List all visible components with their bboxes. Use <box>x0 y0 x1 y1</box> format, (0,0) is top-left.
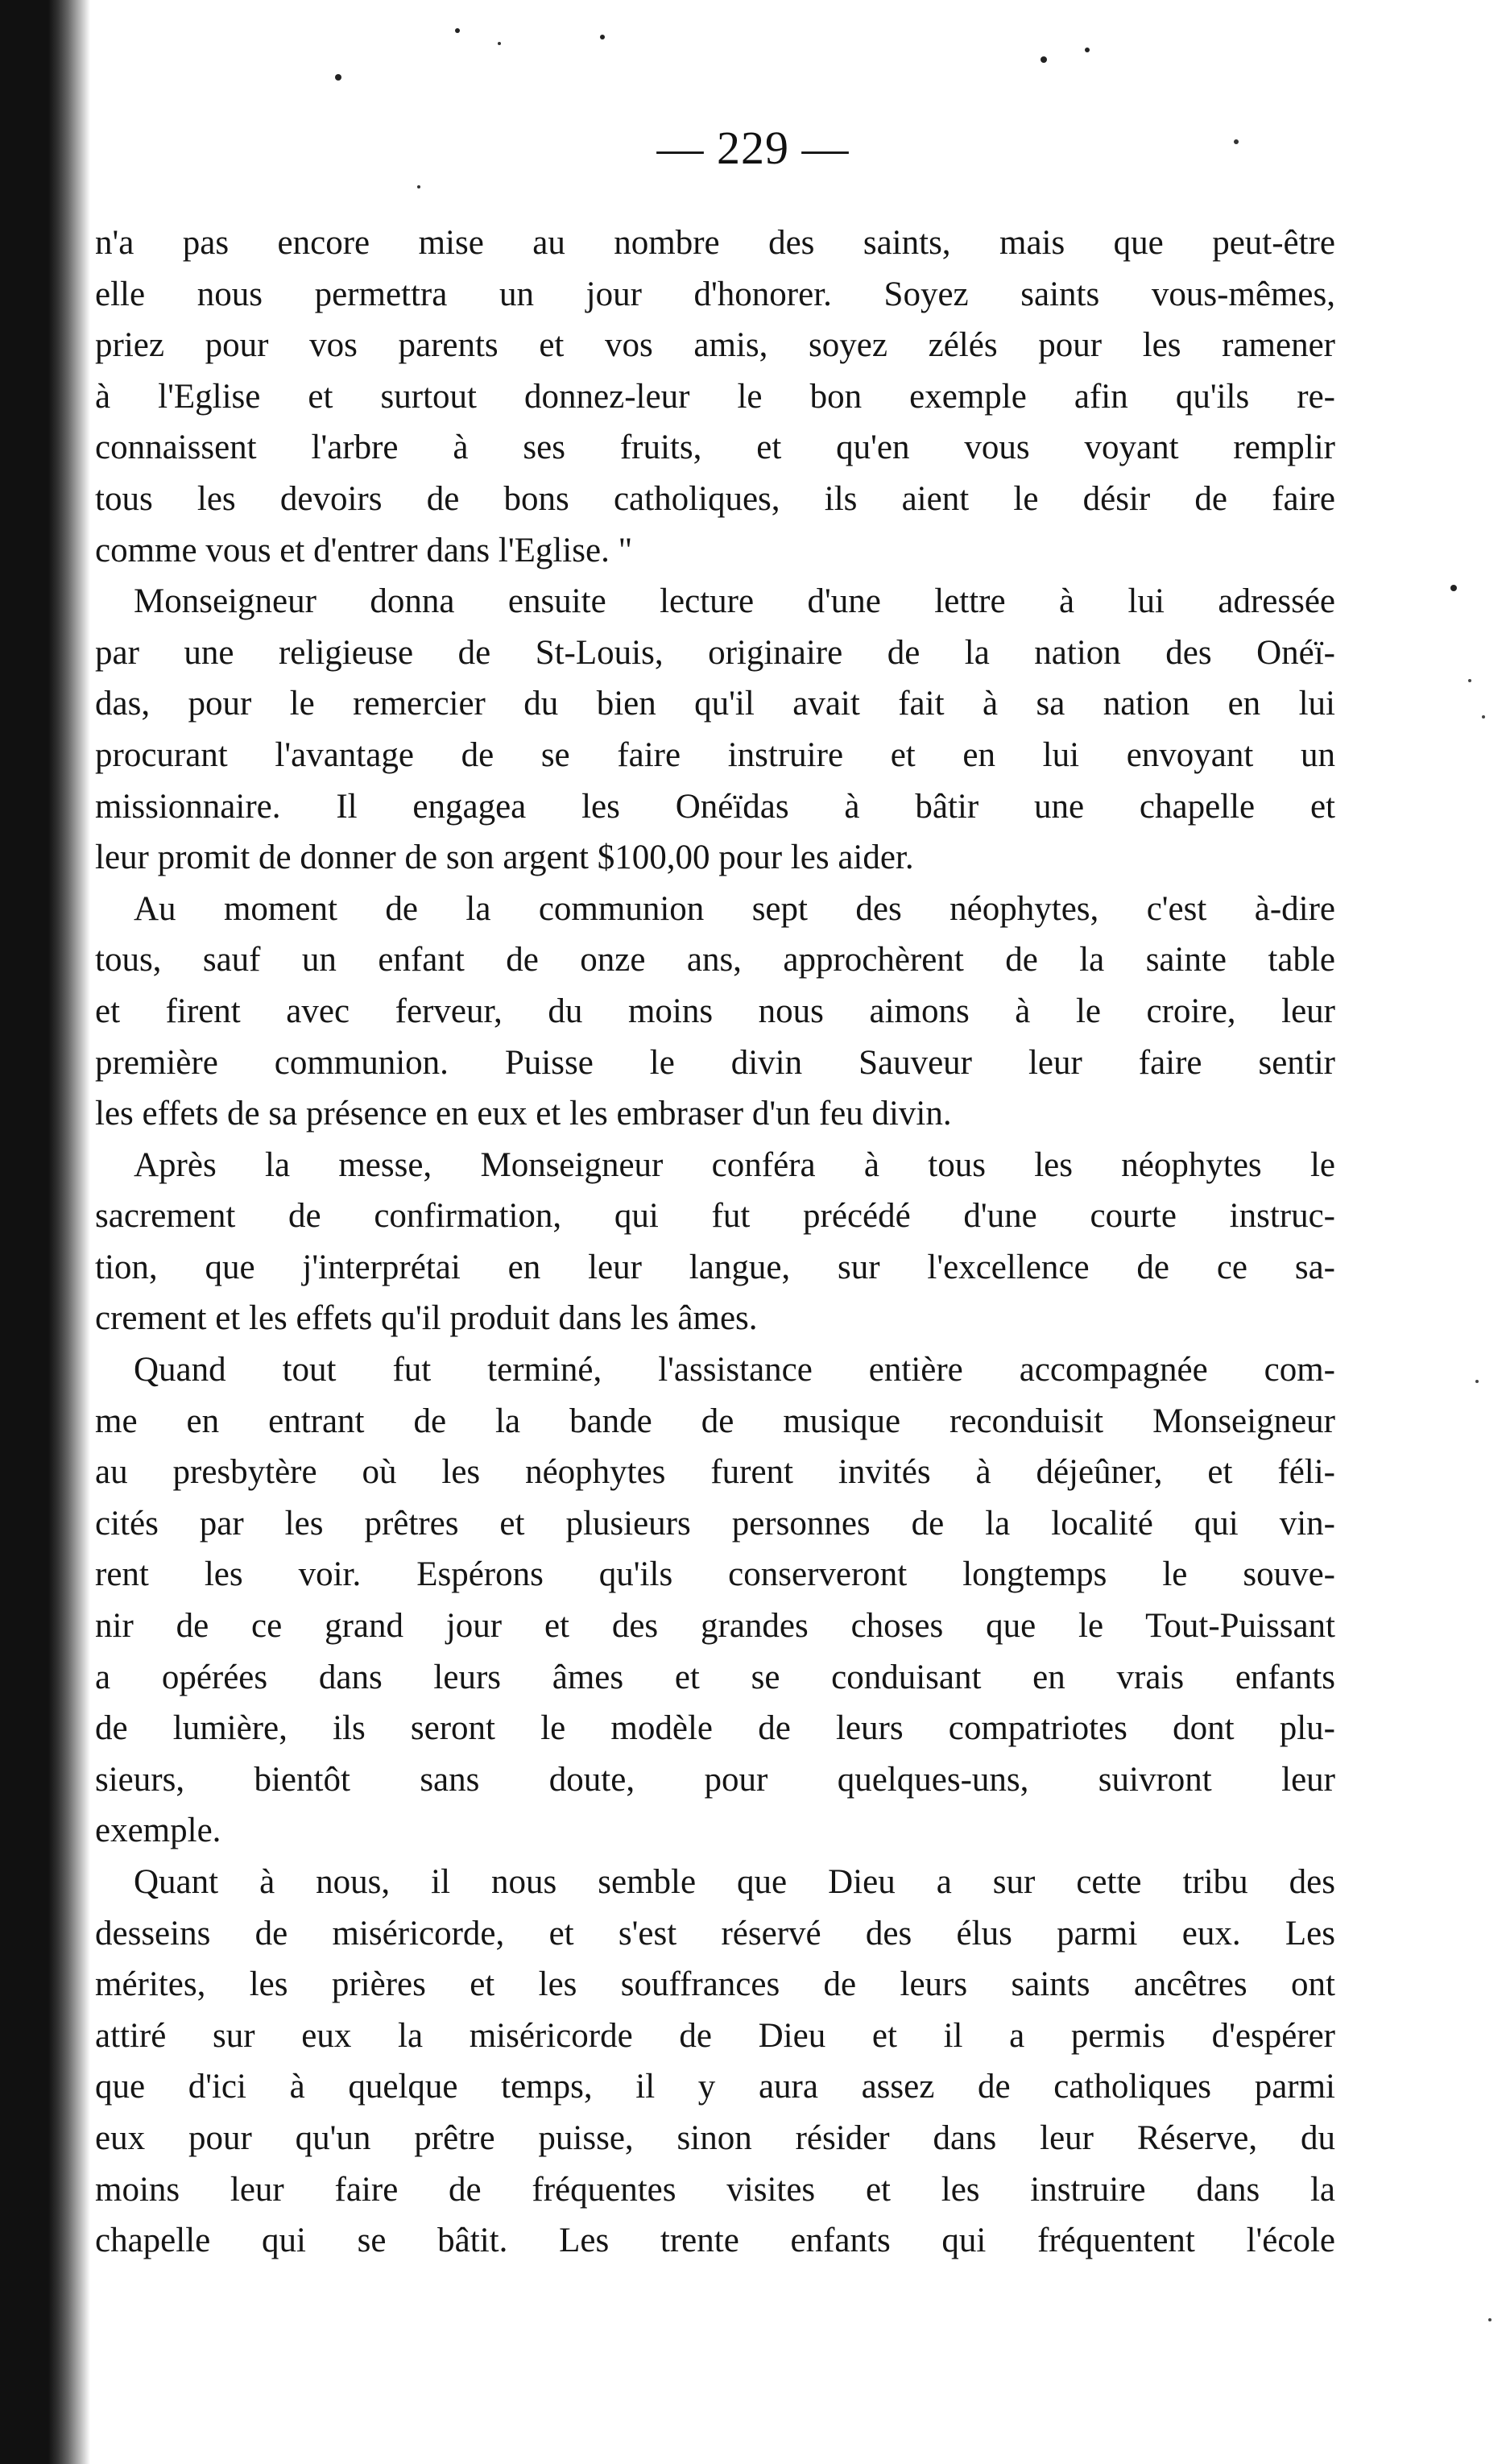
text-line: tion, que j'interprétai en leur langue, sur l'excellence de ce sa- <box>95 1248 1335 1286</box>
text-line: me en entrant de la bande de musique reconduisit Monseigneur <box>95 1402 1335 1440</box>
text-line: leur promit de donner de son argent $100,00 pour les aider. <box>95 839 914 877</box>
text-line: moins leur faire de fréquentes visites et les instruire dans la <box>95 2170 1335 2209</box>
text-line: Au moment de la communion sept des néophytes, c'est à-dire <box>134 889 1335 928</box>
text-line: les effets de sa présence en eux et les embraser d'un feu divin. <box>95 1095 952 1133</box>
text-line: comme vous et d'entrer dans l'Eglise. " <box>95 531 633 569</box>
text-line: que d'ici à quelque temps, il y aura assez de catholiques parmi <box>95 2068 1335 2106</box>
text-line: Monseigneur donna ensuite lecture d'une lettre à lui adressée <box>134 582 1335 621</box>
text-line: das, pour le remercier du bien qu'il avait fait à sa nation en lui <box>95 685 1335 723</box>
text-line: procurant l'avantage de se faire instruire et en lui envoyant un <box>95 735 1335 774</box>
text-line: de lumière, ils seront le modèle de leurs compatriotes dont plu- <box>95 1709 1335 1748</box>
text-line: Quand tout fut terminé, l'assistance entière accompagnée com- <box>134 1351 1335 1389</box>
text-line: attiré sur eux la miséricorde de Dieu et il a permis d'espérer <box>95 2016 1335 2055</box>
text-line: tous, sauf un enfant de onze ans, approchèrent de la sainte table <box>95 941 1335 979</box>
text-line: Après la messe, Monseigneur conféra à tous les néophytes le <box>134 1145 1335 1184</box>
text-line: au presbytère où les néophytes furent invités à déjeûner, et féli- <box>95 1453 1335 1492</box>
text-line: a opérées dans leurs âmes et se conduisant en vrais enfants <box>95 1658 1335 1696</box>
page-number: — 229 — <box>656 122 850 174</box>
text-line: mérites, les prières et les souffrances de leurs saints ancêtres ont <box>95 1965 1335 2004</box>
text-line: sieurs, bientôt sans doute, pour quelques-uns, suivront leur <box>95 1760 1335 1799</box>
text-line: nir de ce grand jour et des grandes choses que le Tout-Puissant <box>95 1607 1335 1646</box>
text-line: par une religieuse de St-Louis, originaire de la nation des Onéï- <box>95 633 1335 672</box>
text-line: tous les devoirs de bons catholiques, ils aient le désir de faire <box>95 479 1335 518</box>
text-line: chapelle qui se bâtit. Les trente enfants qui fréquentent l'école <box>95 2222 1335 2260</box>
text-line: elle nous permettra un jour d'honorer. Soyez saints vous-mêmes, <box>95 275 1335 313</box>
text-line: connaissent l'arbre à ses fruits, et qu'en vous voyant remplir <box>95 429 1335 467</box>
text-line: crement et les effets qu'il produit dans les âmes. <box>95 1299 758 1338</box>
text-line: n'a pas encore mise au nombre des saints, mais que peut-être <box>95 224 1335 262</box>
text-line: desseins de miséricorde, et s'est réservé des élus parmi eux. Les <box>95 1914 1335 1953</box>
text-line: priez pour vos parents et vos amis, soyez zélés pour les ramener <box>95 326 1335 365</box>
text-body <box>95 217 1335 2267</box>
text-line: à l'Eglise et surtout donnez-leur le bon exemple afin qu'ils re- <box>95 377 1335 416</box>
text-line: et firent avec ferveur, du moins nous aimons à le croire, leur <box>95 992 1335 1030</box>
text-line: missionnaire. Il engagea les Onéïdas à bâtir une chapelle et <box>95 787 1335 826</box>
text-line: Quant à nous, il nous semble que Dieu a sur cette tribu des <box>134 1863 1335 1901</box>
text-line: première communion. Puisse le divin Sauveur leur faire sentir <box>95 1043 1335 1082</box>
text-line: sacrement de confirmation, qui fut précédé d'une courte instruc- <box>95 1197 1335 1236</box>
text-line: exemple. <box>95 1812 221 1850</box>
text-line: cités par les prêtres et plusieurs personnes de la localité qui vin- <box>95 1504 1335 1543</box>
text-line: rent les voir. Espérons qu'ils conserveront longtemps le souve- <box>95 1555 1335 1594</box>
text-line: eux pour qu'un prêtre puisse, sinon résider dans leur Réserve, du <box>95 2118 1335 2157</box>
